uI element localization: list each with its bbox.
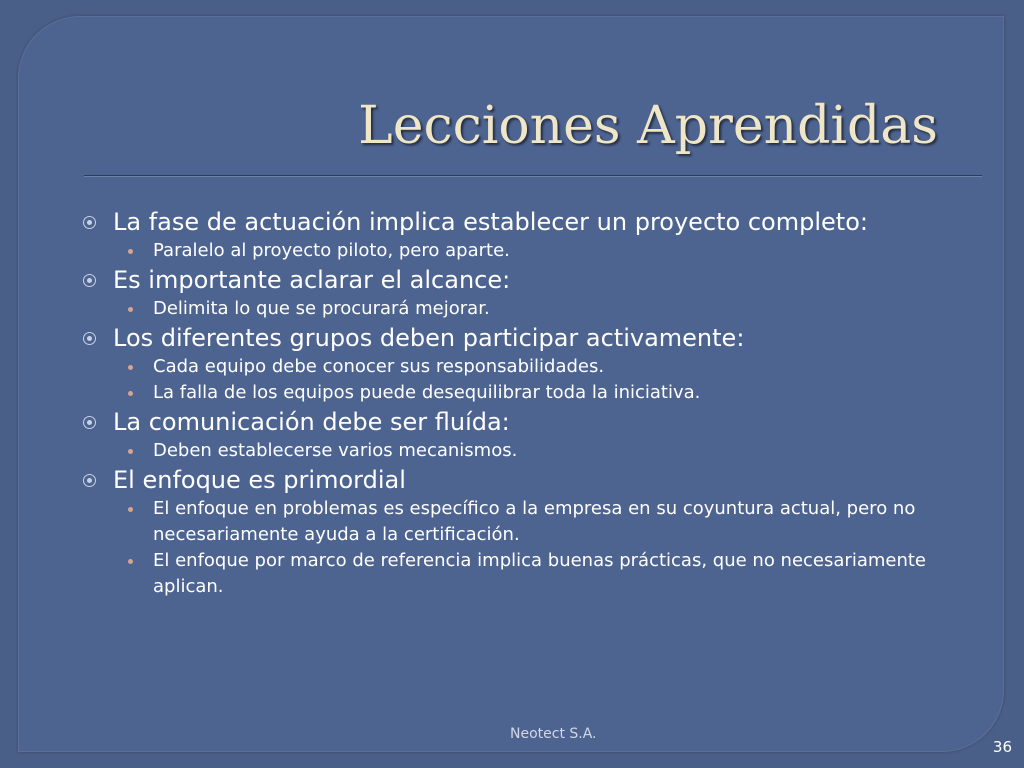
sub-bullet-text: Paralelo al proyecto piloto, pero aparte.: [153, 240, 510, 261]
bullet-list: [80, 206, 970, 600]
page-number: 36: [992, 738, 1012, 756]
sub-bullet-text: Deben establecerse varios mecanismos.: [153, 440, 518, 461]
dot-bullet-icon: [128, 365, 133, 370]
sub-bullet-item: [80, 548, 970, 600]
bullet-text: La fase de actuación implica establecer un proyecto completo:: [113, 208, 868, 236]
slide-title: Lecciones Aprendidas: [358, 96, 938, 156]
circle-bullet-icon: [83, 416, 96, 429]
circle-bullet-icon: [83, 474, 96, 487]
dot-bullet-icon: [128, 449, 133, 454]
bullet-item: [80, 464, 970, 496]
sub-bullet-item: [80, 380, 970, 406]
bullet-item: [80, 264, 970, 296]
bullet-item: [80, 406, 970, 438]
dot-bullet-icon: [128, 249, 133, 254]
slide-frame: [18, 16, 1004, 752]
footer-text: Neotect S.A.: [510, 726, 597, 742]
circle-bullet-icon: [83, 332, 96, 345]
bullet-text: Los diferentes grupos deben participar activamente:: [113, 324, 745, 352]
sub-bullet-item: [80, 238, 970, 264]
sub-bullet-item: [80, 496, 970, 548]
bullet-text: Es importante aclarar el alcance:: [113, 266, 511, 294]
sub-bullet-item: [80, 296, 970, 322]
sub-bullet-text: Cada equipo debe conocer sus responsabilidades.: [153, 356, 605, 377]
sub-bullet-text: El enfoque en problemas es específico a la empresa en su coyuntura actual, pero no necesariamente ayuda a la certificación.: [153, 498, 916, 545]
dot-bullet-icon: [128, 391, 133, 396]
circle-bullet-icon: [83, 216, 96, 229]
sub-bullet-text: La falla de los equipos puede desequilibrar toda la iniciativa.: [153, 382, 701, 403]
bullet-item: [80, 206, 970, 238]
sub-bullet-item: [80, 354, 970, 380]
title-divider: [84, 175, 982, 177]
dot-bullet-icon: [128, 559, 133, 564]
sub-bullet-text: Delimita lo que se procurará mejorar.: [153, 298, 490, 319]
sub-bullet-text: El enfoque por marco de referencia implica buenas prácticas, que no necesariamente aplican.: [153, 550, 926, 597]
bullet-item: [80, 322, 970, 354]
bullet-text: La comunicación debe ser fluída:: [113, 408, 510, 436]
circle-bullet-icon: [83, 274, 96, 287]
sub-bullet-item: [80, 438, 970, 464]
dot-bullet-icon: [128, 507, 133, 512]
bullet-text: El enfoque es primordial: [113, 466, 406, 494]
dot-bullet-icon: [128, 307, 133, 312]
